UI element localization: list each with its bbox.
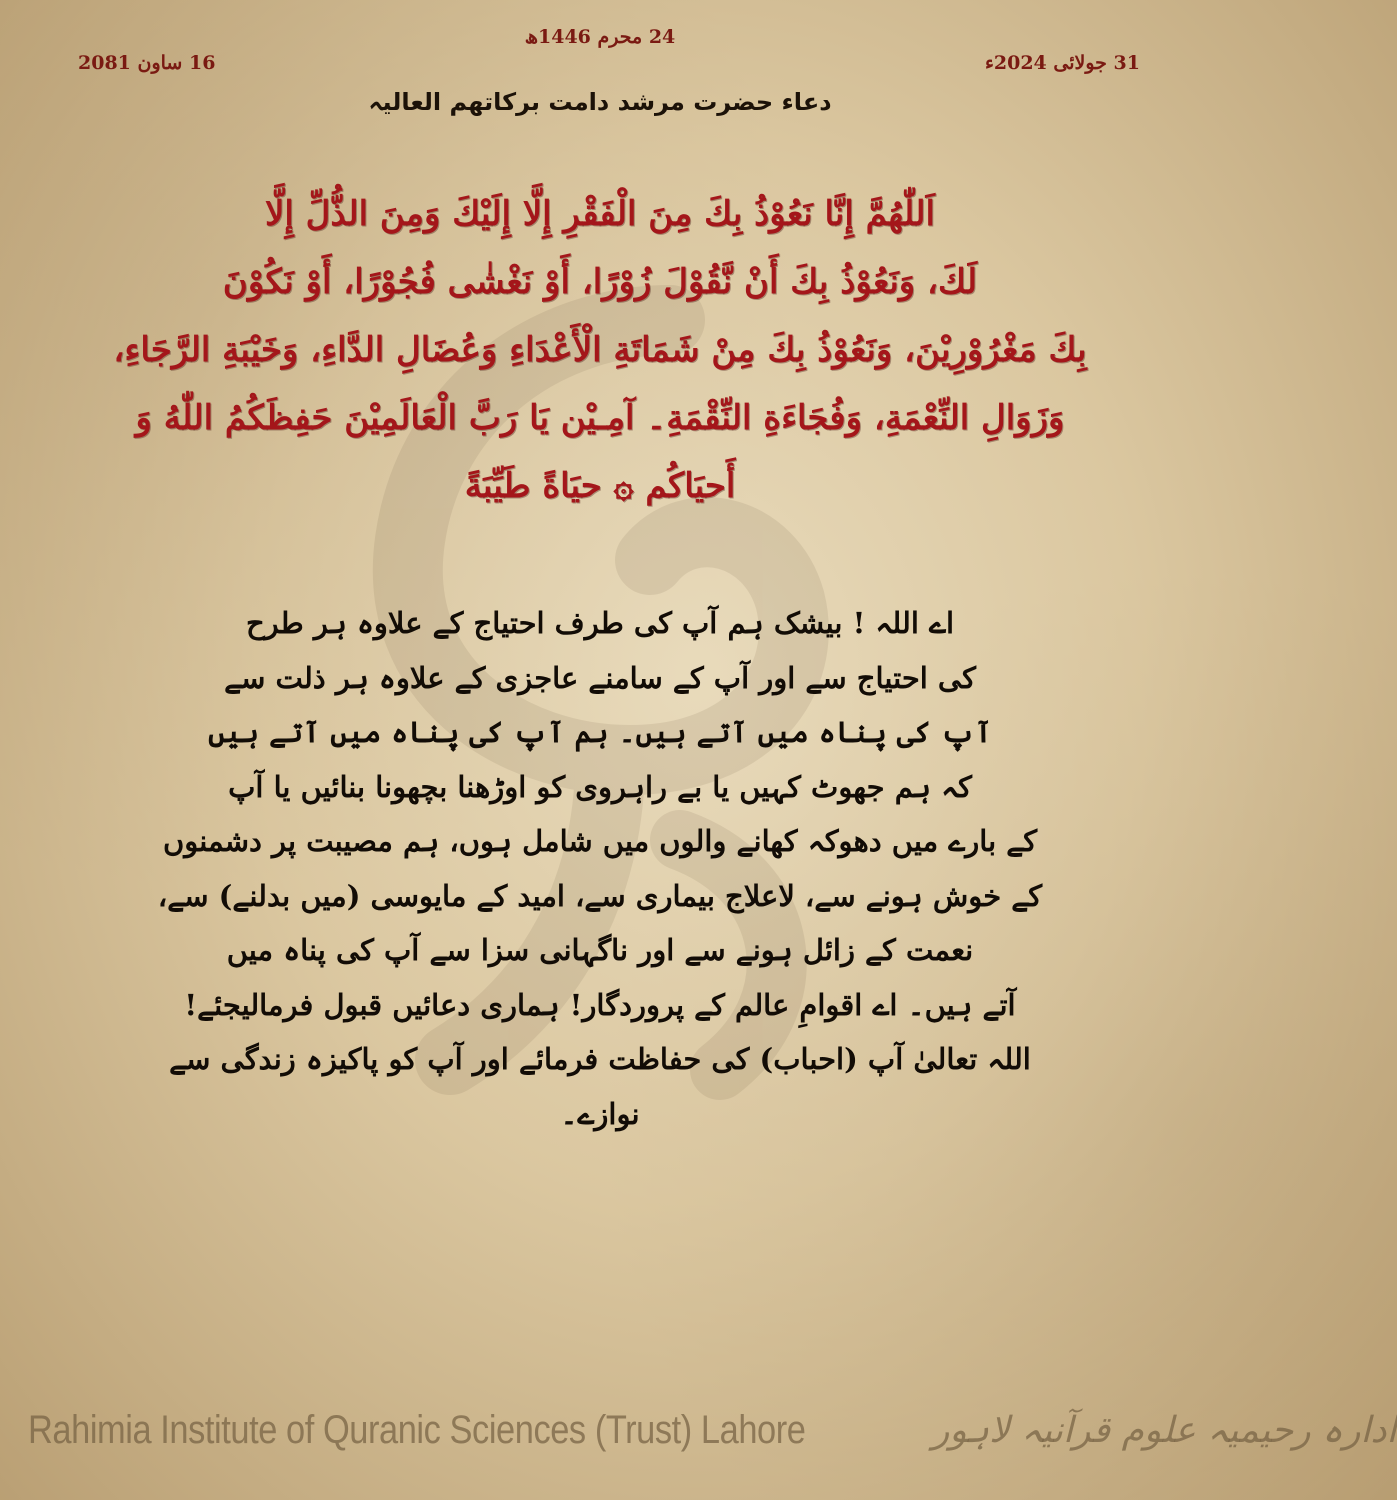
arabic-line: أَحيَاكُم ۞ حيَاةً طَيِّبَةً <box>464 466 736 506</box>
arabic-line: لَكَ، وَنَعُوْذُ بِكَ أَنْ نَّقُوْلَ زُوْرًا، أَوْ نَغْشٰى فُجُوْرًا، أَوْ نَكُوْنَ <box>222 262 978 302</box>
bikrami-date: 16 ساون 2081 <box>78 52 216 74</box>
urdu-line: اللہ تعالیٰ آپ (احباب) کی حفاظت فرمائے اور آپ کو پاکیزہ زندگی سے <box>169 1042 1031 1076</box>
footer <box>28 1390 1397 1470</box>
arabic-line: بِكَ مَغْرُوْرِيْنَ، وَنَعُوْذُ بِكَ مِنْ شَمَاتَةِ الْأَعْدَاءِ وَعُضَالِ الدَّاءِ، وَخَيْبَةِ الرَّجَاءِ، <box>113 330 1087 370</box>
urdu-line: کے خوش ہونے سے، لاعلاج بیماری سے، امید کے مایوسی (میں بدلنے) سے، <box>157 878 1043 913</box>
urdu-line: کی احتیاج سے اور آپ کے سامنے عاجزی کے علاوہ ہر ذلت سے <box>224 660 976 695</box>
arabic-dua <box>70 180 1130 520</box>
urdu-line: کے بارے میں دھوکہ کھانے والوں میں شامل ہوں، ہم مصیبت پر دشمنوں <box>162 824 1038 858</box>
date-header <box>78 48 1140 78</box>
institute-name-urdu: ادارہ رحیمیہ علوم قرآنیہ لاہور <box>932 1409 1397 1451</box>
hijri-date: 24 محرم 1446ھ <box>524 26 676 48</box>
urdu-line: آتے ہیں۔ اے اقوامِ عالم کے پروردگار! ہماری دعائیں قبول فرمالیجئے! <box>184 987 1016 1022</box>
urdu-translation <box>150 596 1050 1296</box>
page-title: دعاء حضرت مرشد دامت برکاتھم العالیہ <box>368 88 832 116</box>
institute-name-english: Rahimia Institute of Quranic Sciences (Trust) Lahore <box>28 1407 806 1452</box>
urdu-line: اے اللہ ! بیشک ہم آپ کی طرف احتیاج کے علاوہ ہر طرح <box>245 606 955 640</box>
arabic-line: وَزَوَالِ النِّعْمَةِ، وَفُجَاءَةِ النِّقْمَةِ۔ آمِـيْن يَا رَبَّ الْعَالَمِيْنَ حَفِظَكُمُ اللّٰهُ وَ <box>135 398 1065 438</box>
gregorian-date: 31 جولائی 2024ء <box>984 52 1140 74</box>
urdu-line: نعمت کے زائل ہونے سے اور ناگہانی سزا سے آپ کی پناہ میں <box>226 933 974 967</box>
arabic-line: اَللّٰهُمَّ إِنَّا نَعُوْذُ بِكَ مِنَ الْفَقْرِ إِلَّا إِلَيْكَ وَمِنَ الذُّلِّ إِلَّا <box>264 194 935 234</box>
urdu-line: نوازے۔ <box>560 1096 640 1131</box>
urdu-line: کہ ہم جھوٹ کہیں یا بے راہروی کو اوڑھنا بچھونا بنائیں یا آپ <box>228 769 972 804</box>
urdu-line: آپ کی پناہ میں آتے ہیں۔ ہم آپ کی پناہ میں آتے ہیں <box>208 715 992 749</box>
